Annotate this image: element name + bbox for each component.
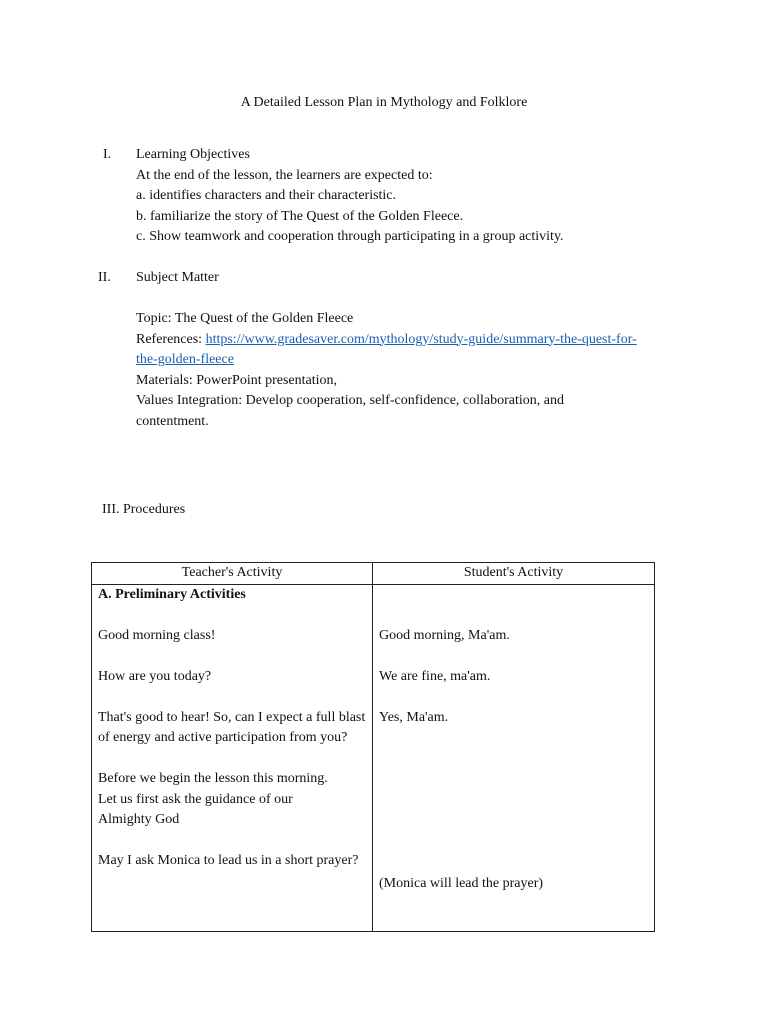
procedures-table bbox=[91, 562, 655, 932]
student-line-1: Good morning, Ma'am. bbox=[379, 627, 510, 643]
objective-c: c. Show teamwork and cooperation through participating in a group activity. bbox=[136, 229, 564, 244]
references-line bbox=[136, 330, 736, 351]
student-activity-header: Student's Activity bbox=[373, 563, 655, 585]
objectives-intro: At the end of the lesson, the learners are expected to: bbox=[136, 167, 433, 183]
references-label: References: bbox=[136, 331, 206, 347]
preliminary-activities-heading: A. Preliminary Activities bbox=[98, 586, 246, 602]
section-2-number: II. bbox=[98, 270, 111, 285]
table-header-row bbox=[92, 563, 655, 585]
student-line-2: We are fine, ma'am. bbox=[379, 668, 491, 684]
student-line-3: Yes, Ma'am. bbox=[379, 709, 449, 725]
section-1-heading: Learning Objectives bbox=[136, 147, 250, 162]
objective-b: b. familiarize the story of The Quest of the Golden Fleece. bbox=[136, 208, 464, 224]
section-2-block bbox=[136, 268, 736, 432]
section-3-heading: III. Procedures bbox=[102, 502, 186, 517]
references-link-continued[interactable]: the-golden-fleece bbox=[136, 352, 234, 367]
topic-line: Topic: The Quest of the Golden Fleece bbox=[136, 311, 354, 326]
teacher-line-1: Good morning class! bbox=[98, 627, 216, 643]
references-link[interactable]: https://www.gradesaver.com/mythology/study-guide/summary-the-quest-for- bbox=[205, 331, 637, 347]
teacher-line-3: That's good to hear! So, can I expect a full blast of energy and active participation from you? bbox=[98, 709, 366, 745]
teacher-line-2: How are you today? bbox=[98, 668, 212, 684]
table-row bbox=[92, 584, 655, 931]
objective-a: a. identifies characters and their characteristic. bbox=[136, 188, 397, 203]
student-line-4: (Monica will lead the prayer) bbox=[379, 875, 544, 891]
teacher-line-5: May I ask Monica to lead us in a short prayer? bbox=[98, 853, 359, 868]
section-1-block bbox=[136, 145, 736, 248]
teacher-activity-cell bbox=[92, 584, 373, 931]
student-activity-cell bbox=[373, 584, 655, 931]
section-2-heading: Subject Matter bbox=[136, 270, 219, 285]
materials-line: Materials: PowerPoint presentation, bbox=[136, 372, 338, 388]
values-line: Values Integration: Develop cooperation, self-confidence, collaboration, and bbox=[136, 393, 565, 408]
values-line-continued: contentment. bbox=[136, 413, 209, 429]
teacher-line-4: Before we begin the lesson this morning. Let us first ask the guidance of our Almighty God bbox=[98, 771, 328, 827]
teacher-activity-header: Teacher's Activity bbox=[92, 563, 373, 585]
document-title: A Detailed Lesson Plan in Mythology and Folklore bbox=[240, 95, 528, 110]
section-1-number: I. bbox=[103, 147, 112, 162]
